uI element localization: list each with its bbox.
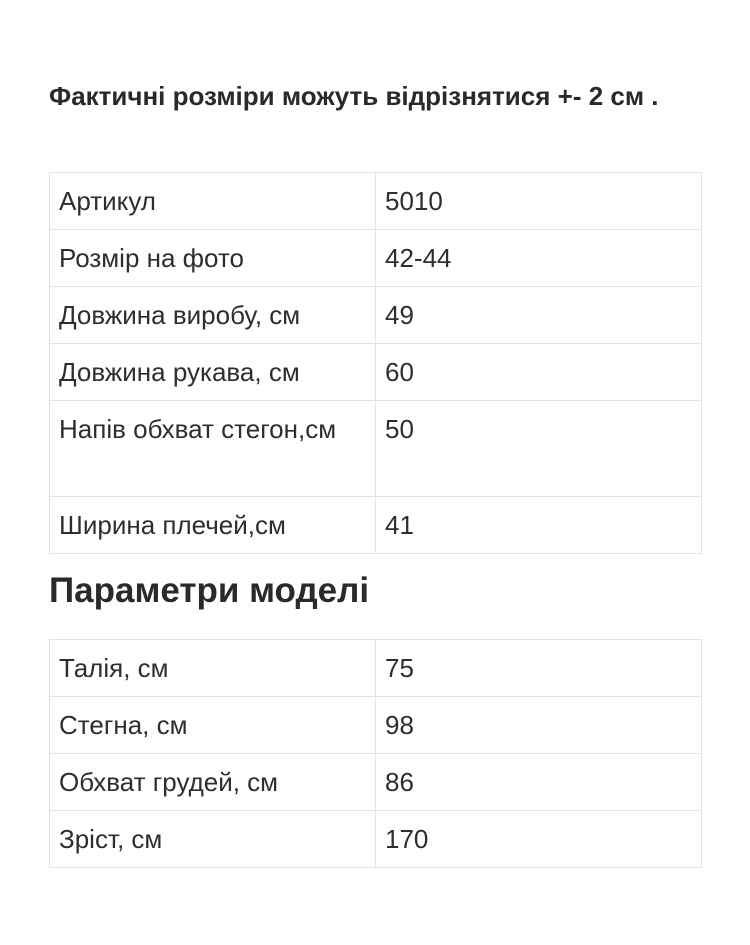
spec-value: 49 (376, 287, 702, 344)
param-value: 170 (376, 811, 702, 868)
param-label: Зріст, см (50, 811, 376, 868)
spec-label: Ширина плечей,см (50, 497, 376, 554)
spec-value: 41 (376, 497, 702, 554)
size-disclaimer: Фактичні розміри можуть відрізнятися +- 2 см . (49, 81, 659, 111)
product-specs-table (49, 172, 702, 554)
param-label: Талія, см (50, 640, 376, 697)
spec-value: 50 (376, 401, 702, 497)
param-value: 86 (376, 754, 702, 811)
model-parameters-heading: Параметри моделі (49, 571, 370, 610)
spec-value: 5010 (376, 173, 702, 230)
spec-value: 42-44 (376, 230, 702, 287)
spec-label: Напів обхват стегон,см (50, 401, 376, 497)
table-row (50, 287, 702, 344)
table-row (50, 811, 702, 868)
table-row (50, 497, 702, 554)
param-value: 75 (376, 640, 702, 697)
param-label: Обхват грудей, см (50, 754, 376, 811)
spec-value: 60 (376, 344, 702, 401)
spec-label: Довжина рукава, см (50, 344, 376, 401)
param-value: 98 (376, 697, 702, 754)
table-row (50, 640, 702, 697)
param-label: Стегна, см (50, 697, 376, 754)
spec-label: Розмір на фото (50, 230, 376, 287)
table-row (50, 754, 702, 811)
table-row (50, 230, 702, 287)
model-parameters-table (49, 639, 702, 868)
table-row (50, 697, 702, 754)
spec-label: Артикул (50, 173, 376, 230)
table-row (50, 344, 702, 401)
table-row (50, 173, 702, 230)
table-row (50, 401, 702, 497)
spec-label: Довжина виробу, см (50, 287, 376, 344)
